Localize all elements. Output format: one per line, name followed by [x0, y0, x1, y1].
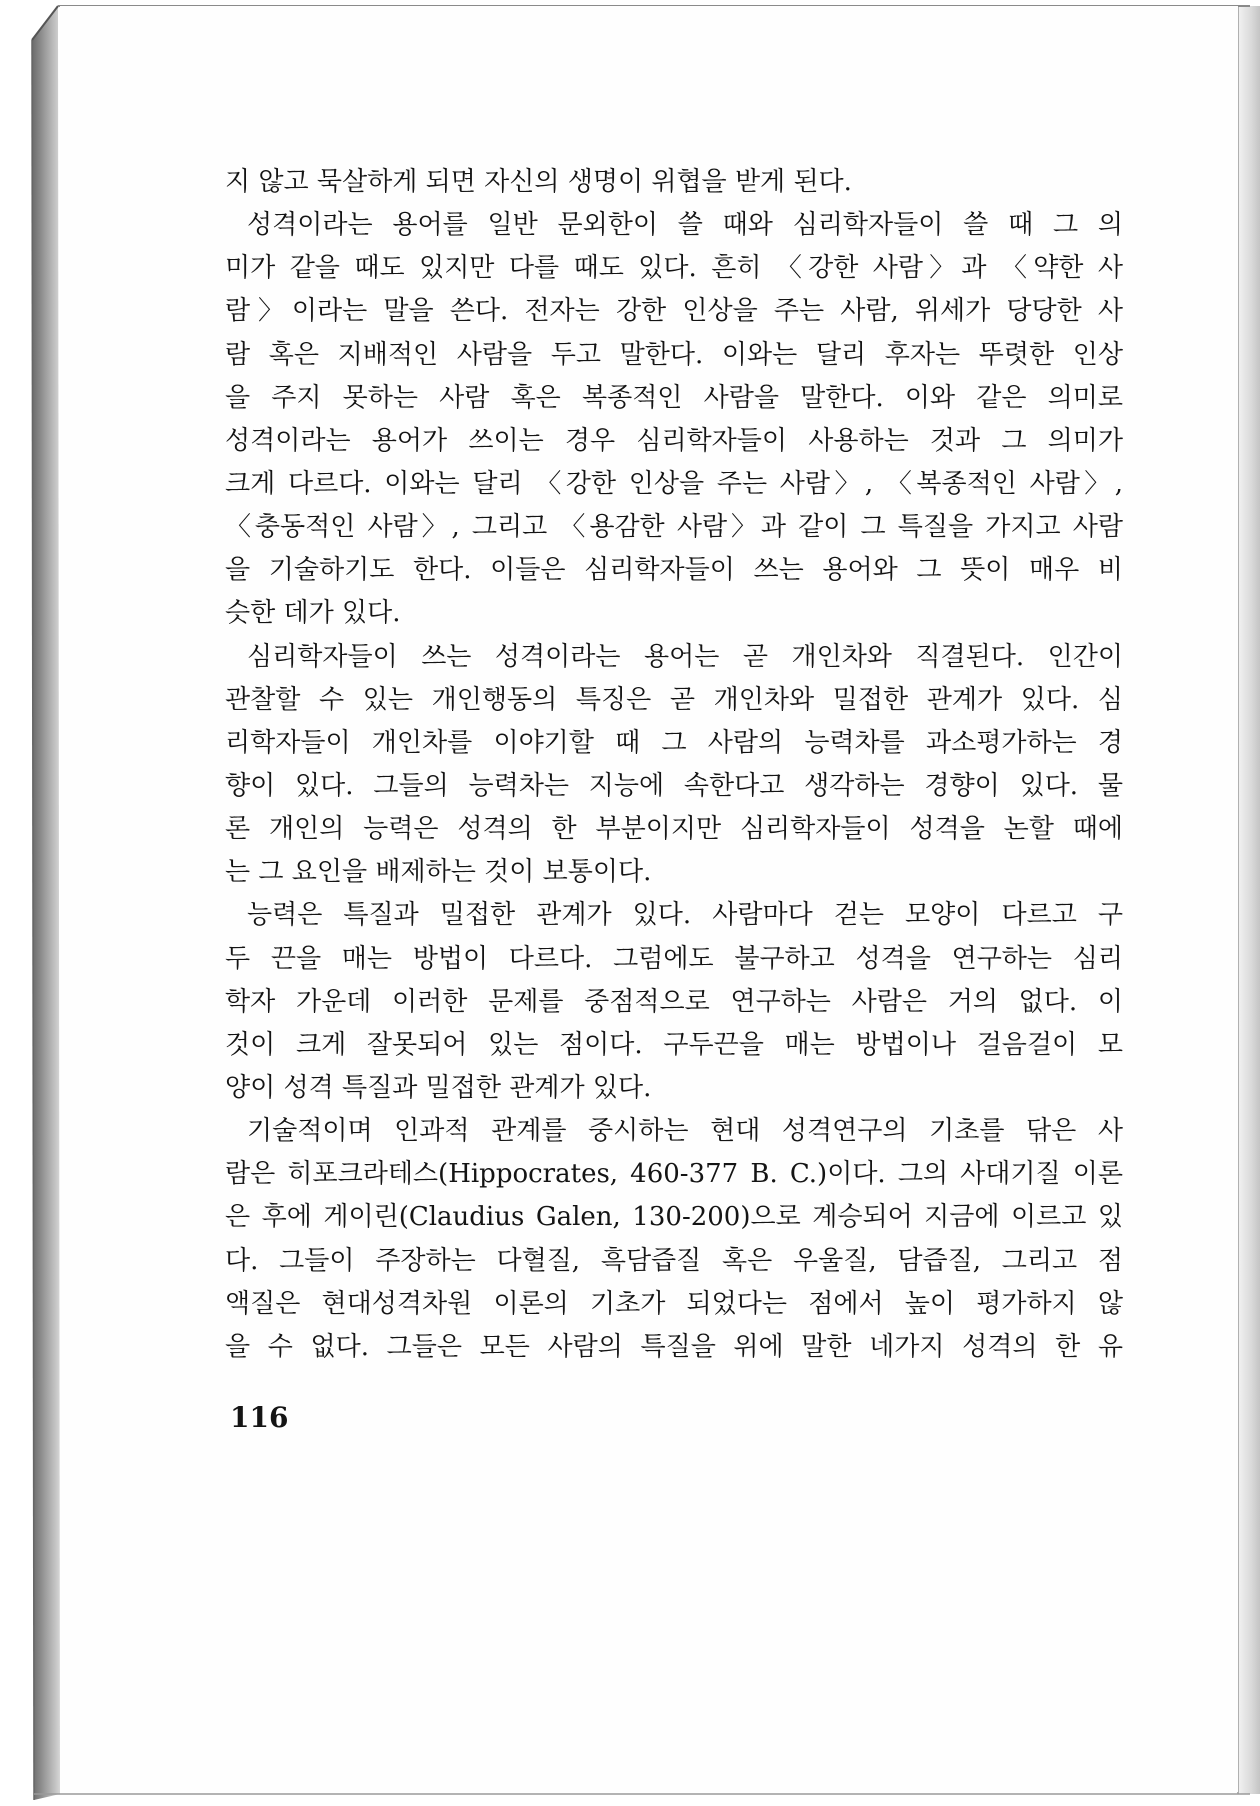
text-line: 학자 가운데 이러한 문제를 중점적으로 연구하는 사람은 거의 없다. 이 — [225, 986, 1123, 1017]
text-line: 을 기술하기도 한다. 이들은 심리학자들이 쓰는 용어와 그 뜻이 매우 비 — [225, 555, 1123, 586]
text-line: 성격이라는 용어가 쓰이는 경우 심리학자들이 사용하는 것과 그 의미가 — [225, 425, 1123, 456]
text-line: 람 혹은 지배적인 사람을 두고 말한다. 이와는 달리 후자는 뚜렷한 인상 — [225, 339, 1123, 370]
text-line: 액질은 현대성격차원 이론의 기초가 되었다는 점에서 높이 평가하지 않 — [225, 1288, 1123, 1319]
paragraph — [225, 1110, 1123, 1369]
book-spine — [32, 6, 60, 1800]
text-line: 을 주지 못하는 사람 혹은 복종적인 사람을 말한다. 이와 같은 의미로 — [225, 382, 1123, 413]
text-line: 성격이라는 용어를 일반 문외한이 쓸 때와 심리학자들이 쓸 때 그 의 — [247, 210, 1123, 241]
paragraph — [225, 894, 1123, 1110]
book-right-edge — [1238, 6, 1260, 1794]
paragraph — [225, 204, 1123, 635]
text-line: 미가 같을 때도 있지만 다를 때도 있다. 흔히 〈강한 사람〉과 〈약한 사 — [225, 253, 1123, 284]
page-number: 116 — [230, 1401, 289, 1434]
text-line: 는 그 요인을 배제하는 것이 보통이다. — [225, 857, 652, 888]
text-line: 크게 다르다. 이와는 달리 〈강한 인상을 주는 사람〉, 〈복종적인 사람〉, — [225, 468, 1123, 499]
text-line: 람은 히포크라테스(Hippocrates, 460-377 B. C.)이다. 그의 사대기질 이론 — [225, 1159, 1123, 1190]
text-line: 람〉이라는 말을 쓴다. 전자는 강한 인상을 주는 사람, 위세가 당당한 사 — [225, 296, 1123, 327]
text-line: 리학자들이 개인차를 이야기할 때 그 사람의 능력차를 과소평가하는 경 — [225, 727, 1123, 758]
text-line: 론 개인의 능력은 성격의 한 부분이지만 심리학자들이 성격을 논할 때에 — [225, 814, 1123, 845]
text-line: 〈충동적인 사람〉, 그리고 〈용감한 사람〉과 같이 그 특질을 가지고 사람 — [225, 512, 1123, 543]
text-line: 것이 크게 잘못되어 있는 점이다. 구두끈을 매는 방법이나 걸음걸이 모 — [225, 1029, 1123, 1060]
paragraph — [225, 636, 1123, 895]
text-line: 은 후에 게이린(Claudius Galen, 130-200)으로 계승되어 지금에 이르고 있 — [225, 1202, 1123, 1233]
body-text — [225, 161, 1123, 1369]
text-line: 심리학자들이 쓰는 성격이라는 용어는 곧 개인차와 직결된다. 인간이 — [247, 641, 1123, 672]
text-line: 기술적이며 인과적 관계를 중시하는 현대 성격연구의 기초를 닦은 사 — [247, 1116, 1123, 1147]
paragraph — [225, 161, 1123, 204]
text-line: 양이 성격 특질과 밀접한 관계가 있다. — [225, 1072, 652, 1103]
text-line: 을 수 없다. 그들은 모든 사람의 특질을 위에 말한 네가지 성격의 한 유 — [225, 1331, 1123, 1362]
text-line: 능력은 특질과 밀접한 관계가 있다. 사람마다 걷는 모양이 다르고 구 — [247, 900, 1123, 931]
text-line: 슷한 데가 있다. — [225, 598, 401, 629]
text-line: 지 않고 묵살하게 되면 자신의 생명이 위협을 받게 된다. — [225, 167, 852, 197]
text-line: 관찰할 수 있는 개인행동의 특징은 곧 개인차와 밀접한 관계가 있다. 심 — [225, 684, 1123, 715]
text-line: 다. 그들이 주장하는 다혈질, 흑담즙질 혹은 우울질, 담즙질, 그리고 점 — [225, 1245, 1123, 1276]
text-line: 향이 있다. 그들의 능력차는 지능에 속한다고 생각하는 경향이 있다. 물 — [225, 770, 1123, 801]
text-line: 두 끈을 매는 방법이 다르다. 그럼에도 불구하고 성격을 연구하는 심리 — [225, 943, 1123, 974]
